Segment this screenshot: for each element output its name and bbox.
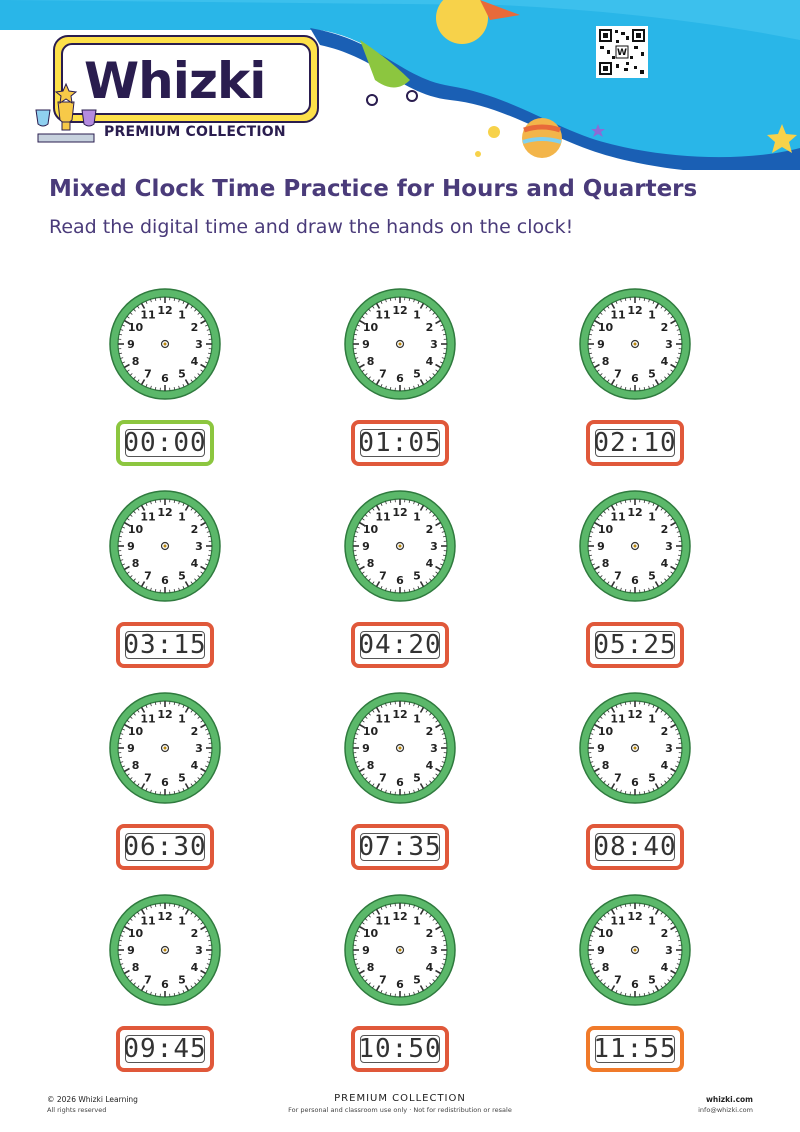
clock-number: 10 [597,927,614,940]
clock-number: 1 [413,510,421,524]
clock-number: 8 [366,557,375,570]
clock-number: 1 [178,308,186,322]
clock-number: 1 [648,510,656,524]
clock-number: 5 [648,367,656,381]
logo-tagline: PREMIUM COLLECTION [104,124,286,140]
clock-number: 10 [362,523,379,536]
clock-face[interactable] [342,892,458,1008]
clock-number: 3 [665,540,673,553]
clock-number: 9 [127,338,135,351]
clock-number: 2 [425,321,434,334]
clock-number: 2 [425,523,434,536]
clock-face[interactable] [342,286,458,402]
clock-number: 12 [627,708,643,721]
clock-number: 12 [157,910,173,923]
clock-number: 3 [665,742,673,755]
clock-number: 11 [140,510,156,524]
clock-number: 11 [610,712,626,726]
clock-number: 9 [597,338,605,351]
clock-number: 10 [362,321,379,334]
clock-number: 2 [190,927,199,940]
clock-number: 1 [648,914,656,928]
copyright-text: © 2026 Whizki Learning [47,1095,138,1104]
clock-number: 6 [631,372,639,385]
clock-number: 2 [660,927,669,940]
clock-number: 7 [144,771,152,785]
clock-number: 8 [601,355,610,368]
clock-number: 12 [627,506,643,519]
clock-number: 3 [195,944,203,957]
clock-number: 12 [627,304,643,317]
clock-number: 6 [161,372,169,385]
clock-number: 3 [430,944,438,957]
clock-number: 12 [157,506,173,519]
digital-time-display [351,622,449,668]
clock-number: 7 [614,973,622,987]
clock-number: 9 [597,742,605,755]
clock-number: 7 [379,569,387,583]
qr-code [596,26,648,78]
clock-number: 5 [648,771,656,785]
footer-usage: For personal and classroom use only · Not for redistribution or resale [288,1106,512,1114]
digital-time-text: 04:20 [358,630,442,660]
clock-number: 1 [413,308,421,322]
clock-number: 12 [392,708,408,721]
clock-number: 6 [631,776,639,789]
clock-number: 8 [131,759,140,772]
digital-time-display [116,622,214,668]
clock-number: 12 [157,708,173,721]
clock-number: 11 [140,308,156,322]
clock-number: 4 [190,961,199,974]
clock-number: 9 [362,338,370,351]
digital-time-display [351,1026,449,1072]
clock-face[interactable] [107,286,223,402]
clock-number: 2 [425,927,434,940]
clock-number: 4 [425,355,434,368]
clock-number: 5 [178,367,186,381]
clock-number: 11 [610,914,626,928]
clock-number: 4 [190,759,199,772]
clock-number: 3 [665,338,673,351]
digital-time-text: 02:10 [593,428,677,458]
clock-number: 5 [413,771,421,785]
logo-wordmark: Whizki [84,52,266,110]
clock-number: 3 [430,742,438,755]
clock-number: 5 [178,569,186,583]
footer-right [698,1095,753,1114]
footer-site: whizki.com [705,1095,753,1104]
clock-number: 10 [362,725,379,738]
clock-number: 4 [425,759,434,772]
clock-number: 1 [413,712,421,726]
clock-number: 9 [362,540,370,553]
clock-number: 1 [648,308,656,322]
clock-number: 7 [614,569,622,583]
clock-number: 10 [597,725,614,738]
clock-number: 11 [140,914,156,928]
clock-number: 6 [396,776,404,789]
digital-time-text: 10:50 [358,1034,442,1064]
clock-number: 3 [195,338,203,351]
clock-number: 8 [131,961,140,974]
clock-number: 4 [190,557,199,570]
clock-number: 11 [610,308,626,322]
page-subtitle: Read the digital time and draw the hands on the clock! [49,216,574,238]
clock-number: 11 [375,510,391,524]
clock-number: 5 [413,367,421,381]
clock-number: 10 [127,725,144,738]
footer-center [240,1093,560,1114]
clock-number: 9 [127,742,135,755]
clock-number: 9 [597,944,605,957]
clock-face[interactable] [342,488,458,604]
clock-face[interactable] [577,690,693,806]
clock-number: 10 [597,523,614,536]
digital-time-text: 01:05 [358,428,442,458]
clock-number: 7 [379,367,387,381]
clock-number: 4 [190,355,199,368]
clock-number: 9 [127,944,135,957]
digital-time-text: 07:35 [358,832,442,862]
clock-number: 7 [379,771,387,785]
clock-number: 1 [413,914,421,928]
clock-number: 12 [392,304,408,317]
digital-time-display [116,420,214,466]
clock-number: 4 [660,759,669,772]
clock-number: 6 [396,978,404,991]
clock-number: 9 [362,742,370,755]
clock-number: 3 [195,742,203,755]
clock-face[interactable] [342,690,458,806]
footer-left [47,1095,138,1114]
clock-number: 4 [425,961,434,974]
clock-number: 7 [144,973,152,987]
clock-number: 8 [601,759,610,772]
clock-number: 12 [392,506,408,519]
digital-time-display [586,622,684,668]
clock-number: 9 [362,944,370,957]
clock-number: 3 [430,338,438,351]
clock-number: 9 [597,540,605,553]
clock-number: 10 [362,927,379,940]
clock-number: 5 [178,973,186,987]
clock-number: 7 [614,367,622,381]
footer-collection: PREMIUM COLLECTION [334,1093,466,1104]
clock-number: 3 [665,944,673,957]
footer-email: info@whizki.com [698,1106,753,1114]
digital-time-text: 00:00 [123,428,207,458]
clock-number: 2 [190,725,199,738]
clock-number: 10 [127,927,144,940]
digital-time-display [351,824,449,870]
digital-time-display [586,824,684,870]
digital-time-text: 05:25 [593,630,677,660]
clock-number: 11 [140,712,156,726]
clock-number: 2 [660,321,669,334]
clock-number: 8 [131,557,140,570]
digital-time-text: 08:40 [593,832,677,862]
clock-number: 2 [190,321,199,334]
clock-number: 11 [375,308,391,322]
digital-time-text: 03:15 [123,630,207,660]
clock-number: 12 [627,910,643,923]
clock-face[interactable] [577,488,693,604]
clock-number: 10 [127,321,144,334]
clock-number: 7 [144,569,152,583]
clock-number: 1 [648,712,656,726]
clock-number: 11 [610,510,626,524]
clock-face[interactable] [107,892,223,1008]
clock-number: 5 [413,569,421,583]
clock-number: 12 [392,910,408,923]
trophy-icon [30,82,100,144]
clock-number: 2 [190,523,199,536]
clock-number: 1 [178,914,186,928]
clock-number: 1 [178,510,186,524]
clock-number: 7 [379,973,387,987]
digital-time-display [116,1026,214,1072]
clock-number: 8 [131,355,140,368]
clock-number: 5 [178,771,186,785]
clock-number: 11 [375,712,391,726]
clock-number: 5 [648,973,656,987]
clock-number: 6 [396,574,404,587]
clock-number: 7 [144,367,152,381]
rights-text: All rights reserved [47,1106,107,1114]
clock-number: 11 [375,914,391,928]
clock-number: 2 [425,725,434,738]
clock-number: 6 [161,574,169,587]
clock-number: 6 [161,978,169,991]
clock-number: 1 [178,712,186,726]
clock-number: 5 [413,973,421,987]
page-title: Mixed Clock Time Practice for Hours and Quarters [49,176,698,202]
clock-number: 10 [597,321,614,334]
clock-number: 6 [396,372,404,385]
clock-number: 8 [601,557,610,570]
clock-face[interactable] [107,690,223,806]
clock-number: 9 [127,540,135,553]
clock-number: 7 [614,771,622,785]
clock-number: 3 [430,540,438,553]
svg-text:W: W [617,48,627,58]
clock-number: 2 [660,725,669,738]
clock-number: 6 [631,978,639,991]
clock-number: 8 [366,355,375,368]
clock-number: 12 [157,304,173,317]
clock-number: 10 [127,523,144,536]
clock-number: 4 [660,355,669,368]
digital-time-display [351,420,449,466]
clock-face[interactable] [107,488,223,604]
clock-number: 6 [161,776,169,789]
digital-time-text: 11:55 [593,1034,677,1064]
clock-number: 2 [660,523,669,536]
clock-number: 5 [648,569,656,583]
digital-time-text: 09:45 [123,1034,207,1064]
digital-time-display [116,824,214,870]
clock-number: 8 [366,961,375,974]
clock-number: 6 [631,574,639,587]
clock-number: 4 [425,557,434,570]
clock-number: 4 [660,557,669,570]
clock-face[interactable] [577,892,693,1008]
digital-time-display [586,1026,684,1072]
clock-face[interactable] [577,286,693,402]
clock-number: 8 [366,759,375,772]
digital-time-display [586,420,684,466]
digital-time-text: 06:30 [123,832,207,862]
clock-number: 8 [601,961,610,974]
clock-number: 4 [660,961,669,974]
clock-number: 3 [195,540,203,553]
